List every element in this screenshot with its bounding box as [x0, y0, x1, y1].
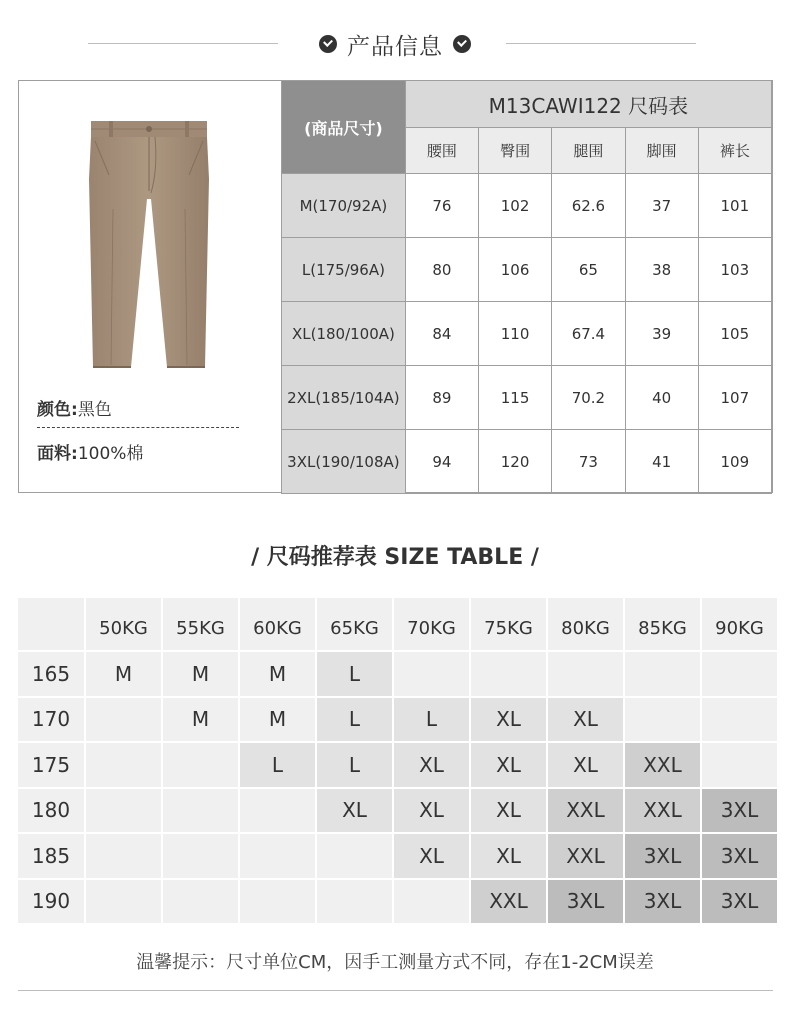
divider-left: [88, 43, 278, 44]
weight-header: 90KG: [702, 598, 777, 650]
weight-header: 65KG: [317, 598, 392, 650]
table-row: [18, 834, 777, 878]
size-cell: M: [163, 652, 238, 696]
size-label: 2XL(185/104A): [282, 366, 406, 430]
table-corner: [18, 598, 84, 650]
weight-header: 55KG: [163, 598, 238, 650]
size-cell: [163, 834, 238, 878]
table-row: [282, 366, 772, 430]
divider-right: [506, 43, 696, 44]
weight-header: 50KG: [86, 598, 161, 650]
table-cell: 70.2: [552, 366, 625, 430]
table-cell: 84: [405, 302, 478, 366]
size-cell: XL: [317, 789, 392, 833]
table-cell: 62.6: [552, 174, 625, 238]
weight-header: 60KG: [240, 598, 315, 650]
table-cell: 89: [405, 366, 478, 430]
size-cell: [471, 652, 546, 696]
size-cell: XL: [471, 698, 546, 742]
size-cell: [625, 652, 700, 696]
size-recommendation-table: [16, 596, 779, 925]
size-cell: [394, 880, 469, 924]
size-cell: 3XL: [702, 789, 777, 833]
size-cell: XXL: [625, 743, 700, 787]
size-cell: XL: [548, 743, 623, 787]
size-cell: [702, 652, 777, 696]
color-value: 黑色: [77, 400, 112, 420]
table-cell: 109: [698, 430, 771, 494]
table-row: [282, 174, 772, 238]
size-cell: 3XL: [625, 834, 700, 878]
table-row: [282, 302, 772, 366]
table-cell: 102: [478, 174, 551, 238]
size-cell: XXL: [471, 880, 546, 924]
fabric-label: 面料:: [37, 444, 78, 464]
table-cell: 41: [625, 430, 698, 494]
size-chart-table: [281, 80, 772, 494]
color-label: 颜色:: [37, 400, 78, 420]
size-cell: [702, 743, 777, 787]
check-circle-icon: [319, 35, 337, 53]
table-cell: 38: [625, 238, 698, 302]
size-cell: [163, 743, 238, 787]
weight-header: 85KG: [625, 598, 700, 650]
size-cell: [163, 880, 238, 924]
size-cell: [317, 880, 392, 924]
size-label: M(170/92A): [282, 174, 406, 238]
size-cell: XL: [394, 743, 469, 787]
table-cell: 107: [698, 366, 771, 430]
size-cell: [86, 880, 161, 924]
table-row: [18, 743, 777, 787]
column-header: 裤长: [698, 128, 771, 174]
size-cell: M: [163, 698, 238, 742]
height-label: 190: [18, 880, 84, 924]
table-cell: 65: [552, 238, 625, 302]
column-header: 腰围: [405, 128, 478, 174]
column-header: 臀围: [478, 128, 551, 174]
table-cell: 103: [698, 238, 771, 302]
section-title-wrap: [300, 26, 490, 62]
product-image-area: [19, 81, 281, 492]
size-cell: [240, 789, 315, 833]
table-row: [18, 880, 777, 924]
check-circle-icon: [453, 35, 471, 53]
size-cell: 3XL: [548, 880, 623, 924]
product-info-panel: [18, 80, 773, 493]
size-cell: M: [86, 652, 161, 696]
table-cell: 37: [625, 174, 698, 238]
table-row: [18, 789, 777, 833]
weight-header: 80KG: [548, 598, 623, 650]
height-label: 175: [18, 743, 84, 787]
table-cell: 40: [625, 366, 698, 430]
height-label: 165: [18, 652, 84, 696]
size-cell: XL: [471, 743, 546, 787]
size-label: 3XL(190/108A): [282, 430, 406, 494]
size-cell: L: [317, 743, 392, 787]
size-cell: 3XL: [702, 834, 777, 878]
column-header: 腿围: [552, 128, 625, 174]
bottom-divider: [18, 990, 773, 991]
section-title: 产品信息: [347, 33, 443, 60]
size-cell: [86, 698, 161, 742]
size-cell: L: [317, 698, 392, 742]
pants-image: [79, 119, 219, 371]
table-cell: 73: [552, 430, 625, 494]
weight-header-row: [18, 598, 777, 650]
size-cell: [86, 789, 161, 833]
size-chart-title: M13CAWI122 尺码表: [405, 81, 771, 128]
table-cell: 94: [405, 430, 478, 494]
size-cell: [317, 834, 392, 878]
size-cell: L: [317, 652, 392, 696]
size-cell: [86, 834, 161, 878]
weight-header: 70KG: [394, 598, 469, 650]
table-cell: 105: [698, 302, 771, 366]
table-row: [282, 430, 772, 494]
weight-header: 75KG: [471, 598, 546, 650]
size-cell: M: [240, 652, 315, 696]
size-cell: [240, 834, 315, 878]
height-label: 170: [18, 698, 84, 742]
size-cell: [163, 789, 238, 833]
dashed-divider: [37, 427, 239, 428]
size-cell: XL: [394, 834, 469, 878]
fabric-info: [37, 439, 143, 464]
height-label: 180: [18, 789, 84, 833]
section-header: [0, 26, 790, 62]
size-cell: L: [394, 698, 469, 742]
size-cell: XL: [394, 789, 469, 833]
size-cell: XL: [548, 698, 623, 742]
table-cell: 106: [478, 238, 551, 302]
size-cell: L: [240, 743, 315, 787]
table-row: [282, 238, 772, 302]
table-cell: 110: [478, 302, 551, 366]
size-cell: [394, 652, 469, 696]
table-row: [18, 652, 777, 696]
size-cell: XXL: [548, 834, 623, 878]
size-chart-corner: (商品尺寸): [282, 81, 406, 174]
size-cell: [548, 652, 623, 696]
size-cell: 3XL: [625, 880, 700, 924]
size-cell: 3XL: [702, 880, 777, 924]
table-cell: 115: [478, 366, 551, 430]
size-cell: [240, 880, 315, 924]
table-row: [18, 698, 777, 742]
size-cell: [86, 743, 161, 787]
table-cell: 80: [405, 238, 478, 302]
size-label: L(175/96A): [282, 238, 406, 302]
size-label: XL(180/100A): [282, 302, 406, 366]
size-table-title: / 尺码推荐表 SIZE TABLE /: [251, 545, 539, 570]
size-cell: XXL: [625, 789, 700, 833]
fabric-value: 100%棉: [77, 444, 144, 464]
size-cell: [625, 698, 700, 742]
size-cell: M: [240, 698, 315, 742]
size-cell: [702, 698, 777, 742]
column-header: 脚围: [625, 128, 698, 174]
table-cell: 67.4: [552, 302, 625, 366]
size-cell: XL: [471, 789, 546, 833]
table-cell: 76: [405, 174, 478, 238]
size-cell: XL: [471, 834, 546, 878]
color-info: [37, 395, 112, 420]
height-label: 185: [18, 834, 84, 878]
size-cell: XXL: [548, 789, 623, 833]
table-cell: 101: [698, 174, 771, 238]
table-cell: 39: [625, 302, 698, 366]
tip-text: 温馨提示：尺寸单位CM，因手工测量方式不同，存在1-2CM误差: [136, 952, 654, 973]
table-cell: 120: [478, 430, 551, 494]
